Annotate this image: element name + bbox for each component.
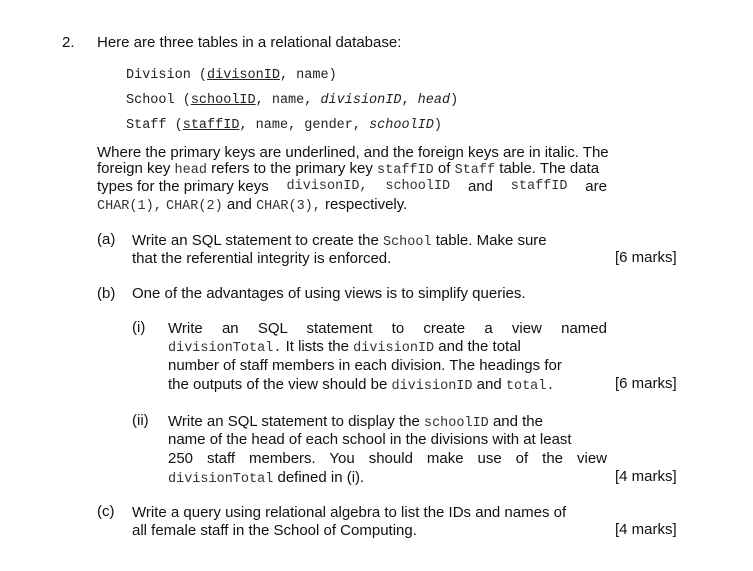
part-b-ii-line-4 — [168, 468, 364, 489]
part-b-i-text: and the total — [434, 338, 521, 355]
code-divisonid: divisonID, — [286, 179, 368, 194]
separator: , — [279, 68, 297, 83]
part-b-i-marks: [6 marks] — [615, 375, 677, 392]
description-text: and — [222, 196, 257, 213]
description-text: Where the primary keys are underlined, and the foreign keys are in italic. The — [97, 144, 609, 161]
code-total: total. — [505, 379, 555, 394]
separator: , — [304, 93, 321, 108]
table-school-schema — [126, 93, 458, 108]
description-text: respectively. — [320, 196, 408, 213]
code-char1: CHAR(1), — [97, 199, 162, 214]
description-text: and — [467, 178, 493, 195]
part-b-ii-marks: [4 marks] — [615, 468, 677, 485]
description-text: refers to the primary key — [206, 160, 378, 177]
foreign-key: head — [417, 93, 451, 108]
separator: , — [239, 118, 256, 133]
paren-open: ( — [174, 118, 183, 133]
question-intro: Here are three tables in a relational database: — [97, 34, 402, 51]
part-b-text: One of the advantages of using views is to simplify queries. — [132, 285, 526, 302]
primary-key: schoolID — [190, 93, 256, 108]
part-b-ii-text: defined in (i). — [273, 469, 365, 486]
description-text: types for the primary keys — [97, 178, 269, 195]
table-division-schema — [126, 68, 337, 83]
separator: , — [255, 93, 272, 108]
separator: ) — [328, 68, 337, 83]
code-staff: Staff — [454, 163, 496, 178]
part-b-i-line-1: Write an SQL statement to create a view named — [168, 320, 607, 337]
separator: , — [401, 93, 418, 108]
separator: ) — [450, 93, 459, 108]
part-c-label: (c) — [97, 503, 115, 520]
separator: , — [352, 118, 370, 133]
code-divisionid: divisionID — [353, 341, 435, 356]
code-schoolid: schoolID — [385, 179, 451, 194]
table-staff-schema — [126, 118, 442, 133]
separator: , — [288, 118, 305, 133]
part-a-line-2: that the referential integrity is enforced. — [132, 250, 392, 267]
table-name: School — [126, 93, 175, 108]
code-staffid: staffID — [510, 179, 568, 194]
part-b-i-text: It lists the — [281, 338, 354, 355]
part-b-i-line-4 — [168, 375, 554, 396]
attribute: name — [296, 68, 329, 83]
part-b-i-text: the outputs of the view should be — [168, 376, 392, 393]
attribute: gender — [304, 118, 353, 133]
part-b-ii-line-3: 250 staff members. You should make use of the view — [168, 450, 607, 467]
foreign-key: schoolID — [369, 118, 434, 133]
primary-key: staffID — [182, 118, 240, 133]
description-line-3 — [97, 177, 607, 196]
part-c-marks: [4 marks] — [615, 521, 677, 538]
description-text: of — [433, 160, 455, 177]
description-text: are — [585, 178, 607, 195]
part-b-i-label: (i) — [132, 319, 146, 336]
paren-open: ( — [182, 93, 191, 108]
table-name: Division — [126, 68, 191, 83]
separator: ) — [433, 118, 442, 133]
table-name: Staff — [126, 118, 167, 133]
part-b-i-line-2 — [168, 337, 521, 358]
part-c-line-2: all female staff in the School of Computing. — [132, 522, 417, 539]
part-b-i-text: and — [472, 376, 506, 393]
attribute: name — [255, 118, 289, 133]
part-a-label: (a) — [97, 231, 116, 248]
part-a-text: table. Make sure — [431, 232, 547, 249]
code-divisiontotal: divisionTotal. — [168, 341, 282, 356]
attribute: name — [271, 93, 305, 108]
description-text: foreign key — [97, 160, 175, 177]
code-school: School — [382, 235, 432, 250]
part-b-ii-label: (ii) — [132, 412, 149, 429]
foreign-key: divisionID — [320, 93, 402, 108]
part-b-ii-line-2: name of the head of each school in the divisions with at least — [168, 431, 572, 448]
code-head: head — [174, 163, 207, 178]
part-a-text: Write an SQL statement to create the — [132, 232, 383, 249]
code-divisiontotal: divisionTotal — [168, 472, 274, 487]
part-b-ii-text: and the — [488, 413, 543, 430]
code-staffid: staffID — [377, 163, 434, 178]
description-line-4 — [97, 195, 407, 216]
code-divisionid: divisionID — [391, 379, 473, 394]
code-char3: CHAR(3), — [256, 199, 321, 214]
primary-key: divisonID — [207, 68, 280, 83]
part-a-marks: [6 marks] — [615, 249, 677, 266]
description-text: table. The data — [495, 160, 600, 177]
code-schoolid: schoolID — [423, 416, 489, 431]
part-b-i-line-3: number of staff members in each division. The headings for — [168, 357, 562, 374]
question-number: 2. — [62, 34, 75, 51]
part-b-label: (b) — [97, 285, 116, 302]
part-b-ii-text: Write an SQL statement to display the — [168, 413, 424, 430]
paren-open: ( — [198, 68, 208, 83]
code-char2: CHAR(2) — [165, 199, 223, 214]
part-c-line-1: Write a query using relational algebra to list the IDs and names of — [132, 504, 567, 521]
